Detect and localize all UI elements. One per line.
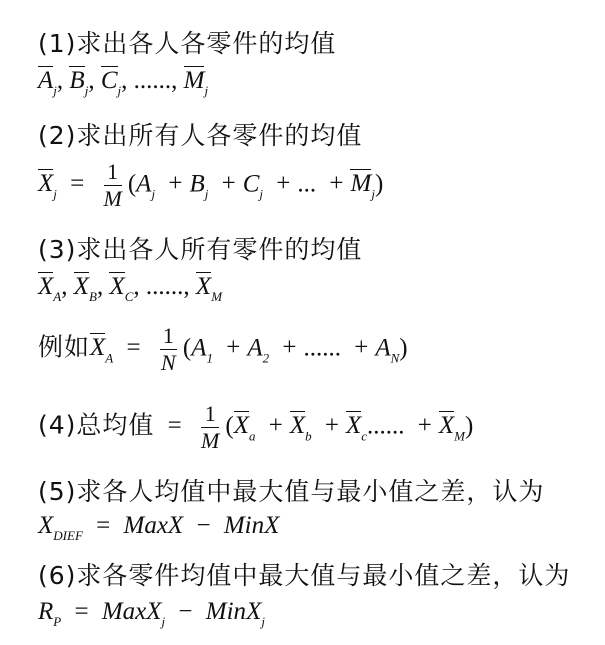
fraction-1-over-m: $\frac{1}{M}$ [103,159,122,212]
ellipsis: ...... [133,67,172,94]
x-bar-a-example: X [90,334,106,362]
mean-c-j: C [100,67,118,94]
x-bar-a-lower: X [233,412,249,440]
m-bar-j: M [350,170,372,198]
step-2-formula: $X_j$ = $\frac{1}{M}$ ($A_j + B_j + C_j$ + ... + $M_j$) [38,159,384,212]
x-bar-m: X [195,273,212,300]
mean-a-j: A [38,67,54,94]
step-1-heading: (1)求出各人各零件的均值 [38,29,337,58]
x-bar-b-lower: X [289,412,306,440]
step-6-formula: $R_P$ = MaxX$_j$ − MinX$_j$ [38,598,265,629]
x-bar-b: X [73,273,90,300]
x-bar-j: X [38,170,54,198]
step-2-heading: (2)求出所有人各零件的均值 [38,121,363,150]
mean-m-j: M [183,67,205,94]
step-3-formula: $X_A$, $X_B$, $X_C$, ......, $X_M$ [38,273,223,304]
step-4-formula: (4)总均值 = $\frac{1}{M}$ ($X_a + X_b + X_c$...... + $X_M$) [38,401,474,454]
x-bar-c-lower: X [345,412,362,440]
step-5-heading: (5)求各人均值中最大值与最小值之差，认为 [38,477,545,506]
mean-b-j: B [69,67,85,94]
x-bar-m-total: X [438,412,455,440]
fraction-1-over-m-total: $\frac{1}{M}$ [201,401,220,454]
step-6-heading: (6)求各零件均值中最大值与最小值之差，认为 [38,561,571,590]
example-label: 例如 [38,332,91,362]
x-bar-a: X [38,273,54,300]
fraction-1-over-n: $\frac{1}{N}$ [161,323,176,376]
step-5-formula: $X_{DIEF}$ = MaxX − MinX [38,512,280,543]
step-3-heading: (3)求出各人所有零件的均值 [38,235,363,264]
x-bar-c: X [109,273,125,300]
example-formula: 例如$X_A$ = $\frac{1}{N}$ ($A_1 + A_2$ + ...... + $A_N$) [38,323,408,376]
step-4-heading: (4)总均值 [38,410,155,440]
step-1-formula: $A_j$, $B_j$, $C_j$, ......, $M_j$ [38,67,209,98]
